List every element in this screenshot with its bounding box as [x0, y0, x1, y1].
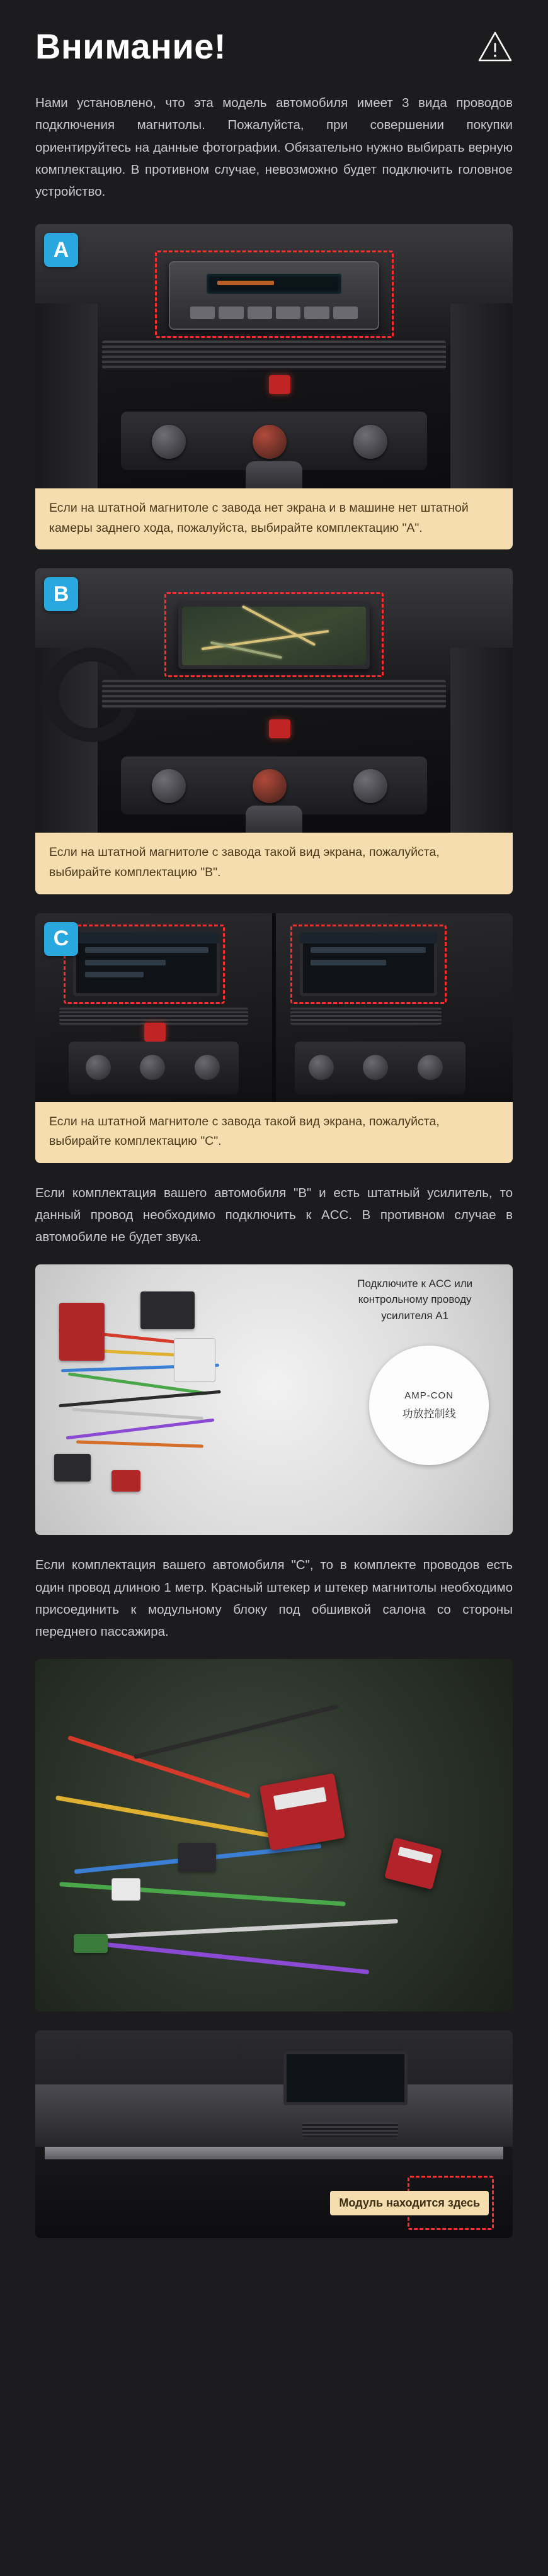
wire-green — [59, 1882, 345, 1906]
warning-triangle-icon — [477, 29, 513, 64]
intro-paragraph: Нами установлено, что эта модель автомобиля имеет 3 вида проводов подключения магнитолы. Пожалуйста, при совершении покупки ориентируйтесь на данные фотографии. Обязательно нужно выбирать верную комплектацию. В противном случае, невозможно будет подключить головное устройство. — [35, 96, 513, 199]
head-unit-small-display — [207, 274, 341, 295]
climate-knob-center — [253, 769, 287, 803]
module-block-secondary — [384, 1837, 442, 1889]
factory-media-screen-right — [300, 932, 437, 996]
climate-knob-left — [152, 769, 186, 803]
variant-block-c — [35, 913, 513, 1163]
variant-block-a — [35, 224, 513, 549]
climate-knob-left — [86, 1055, 111, 1080]
screen-ui-row — [85, 972, 144, 977]
climate-knob-right — [353, 769, 387, 803]
factory-media-screen-left — [73, 932, 220, 996]
module-wiring-photo — [35, 1659, 513, 2011]
screen-status-bar — [300, 932, 437, 943]
climate-knob-left — [152, 425, 186, 459]
module-location-label: Модуль находится здесь — [330, 2191, 489, 2215]
climate-knob-center — [140, 1055, 165, 1080]
center-air-vents — [102, 340, 446, 369]
wire-purple — [93, 1941, 369, 1974]
car-interior-illustration-a — [35, 224, 513, 488]
screen-ui-row — [311, 960, 386, 965]
variant-caption-c: Если на штатной магнитоле с завода такой вид экрана, пожалуйста, выбирайте комплектацию "C". — [35, 1102, 513, 1163]
connector-red-left — [59, 1303, 105, 1361]
variant-photo-a — [35, 224, 513, 488]
center-air-vents — [59, 1008, 249, 1025]
amp-wire-block — [35, 1264, 513, 1535]
door-left — [35, 303, 98, 488]
climate-knob-right — [418, 1055, 443, 1080]
variant-badge-b: B — [44, 577, 78, 611]
hazard-light-button — [269, 719, 290, 738]
wire-black — [59, 1390, 221, 1407]
screen-ui-row — [85, 947, 208, 953]
section-1-paragraph: Если комплектация вашего автомобиля "B" и есть штатный усилитель, то данный провод необходимо подключить к ACC. В противном случае в автомобиле не будет звука. — [35, 1185, 513, 1245]
variant-badge-a: A — [44, 233, 78, 267]
module-location-photo — [35, 2030, 513, 2238]
hazard-light-button — [269, 375, 290, 394]
car-interior-illustration-c — [35, 913, 513, 1102]
wire-yellow — [55, 1796, 273, 1838]
factory-head-unit — [169, 261, 379, 330]
section-2-paragraph: Если комплектация вашего автомобиля "C", то в комплекте проводов есть один провод длиною 1 метр. Красный штекер и штекер магнитолы необходимо присоединить к модульному блоку под обшивкой салона со стороны переднего пассажира. — [35, 1558, 513, 1640]
amp-con-label-cn: 功放控制线 — [402, 1408, 456, 1420]
connector-black — [178, 1843, 216, 1872]
wire-orange — [76, 1440, 203, 1448]
amp-connector-zoom-bubble — [369, 1346, 489, 1465]
wire-white — [83, 1919, 398, 1940]
variant-photo-b — [35, 568, 513, 833]
module-wire-block — [35, 1659, 513, 2011]
wiring-harness-photo — [35, 1264, 513, 1535]
variant-photo-c — [35, 913, 513, 1102]
variant-caption-a: Если на штатной магнитоле с завода нет экрана и в машине нет штатной камеры заднего хода, пожалуйста, выбирайте комплектацию "A". — [35, 488, 513, 549]
module-location-block — [35, 2030, 513, 2238]
climate-control-panel — [295, 1042, 465, 1094]
connector-black-top — [140, 1291, 195, 1329]
door-right — [450, 648, 513, 833]
variant-caption-b: Если на штатной магнитоле с завода такой вид экрана, пожалуйста, выбирайте комплектацию "B". — [35, 833, 513, 894]
climate-control-panel — [69, 1042, 239, 1094]
connector-white-middle — [174, 1338, 215, 1382]
screen-ui-row — [85, 960, 166, 965]
gear-shifter — [246, 461, 302, 488]
photo-c-right — [276, 913, 513, 1102]
climate-knob-left — [309, 1055, 334, 1080]
screen-status-bar — [73, 932, 220, 943]
amp-con-label: AMP-CON — [404, 1390, 454, 1402]
page-header — [35, 26, 513, 66]
connector-white — [111, 1878, 140, 1901]
center-air-vents — [102, 680, 446, 709]
connector-black-bottom — [54, 1454, 91, 1482]
connector-red-bottom — [111, 1470, 140, 1492]
center-air-vents — [290, 1008, 442, 1025]
connector-green — [74, 1934, 108, 1953]
climate-knob-right — [353, 425, 387, 459]
door-right — [450, 303, 513, 488]
module-block-main — [260, 1773, 345, 1850]
screen-ui-row — [311, 947, 426, 953]
center-air-vents — [302, 2122, 398, 2137]
factory-navigation-screen — [178, 603, 369, 669]
climate-knob-center — [363, 1055, 388, 1080]
variant-badge-c: C — [44, 922, 78, 956]
climate-knob-center — [253, 425, 287, 459]
page-title: Внимание! — [35, 26, 227, 66]
car-interior-illustration-b — [35, 568, 513, 833]
map-display — [182, 607, 365, 665]
factory-screen — [283, 2051, 408, 2105]
wire-red — [68, 1736, 251, 1799]
dashboard-trim-strip — [45, 2147, 503, 2159]
head-unit-buttons — [190, 307, 358, 319]
gear-shifter — [246, 806, 302, 833]
wire-purple — [66, 1418, 214, 1439]
wire-black — [134, 1704, 338, 1759]
amp-callout-text: Подключите к ACC или контрольному проводу усилителя A1 — [357, 1277, 473, 1322]
hazard-light-button — [144, 1023, 166, 1042]
wire-grey — [72, 1407, 203, 1420]
variant-block-b — [35, 568, 513, 894]
dashboard-panel — [35, 2084, 513, 2147]
climate-knob-right — [195, 1055, 220, 1080]
